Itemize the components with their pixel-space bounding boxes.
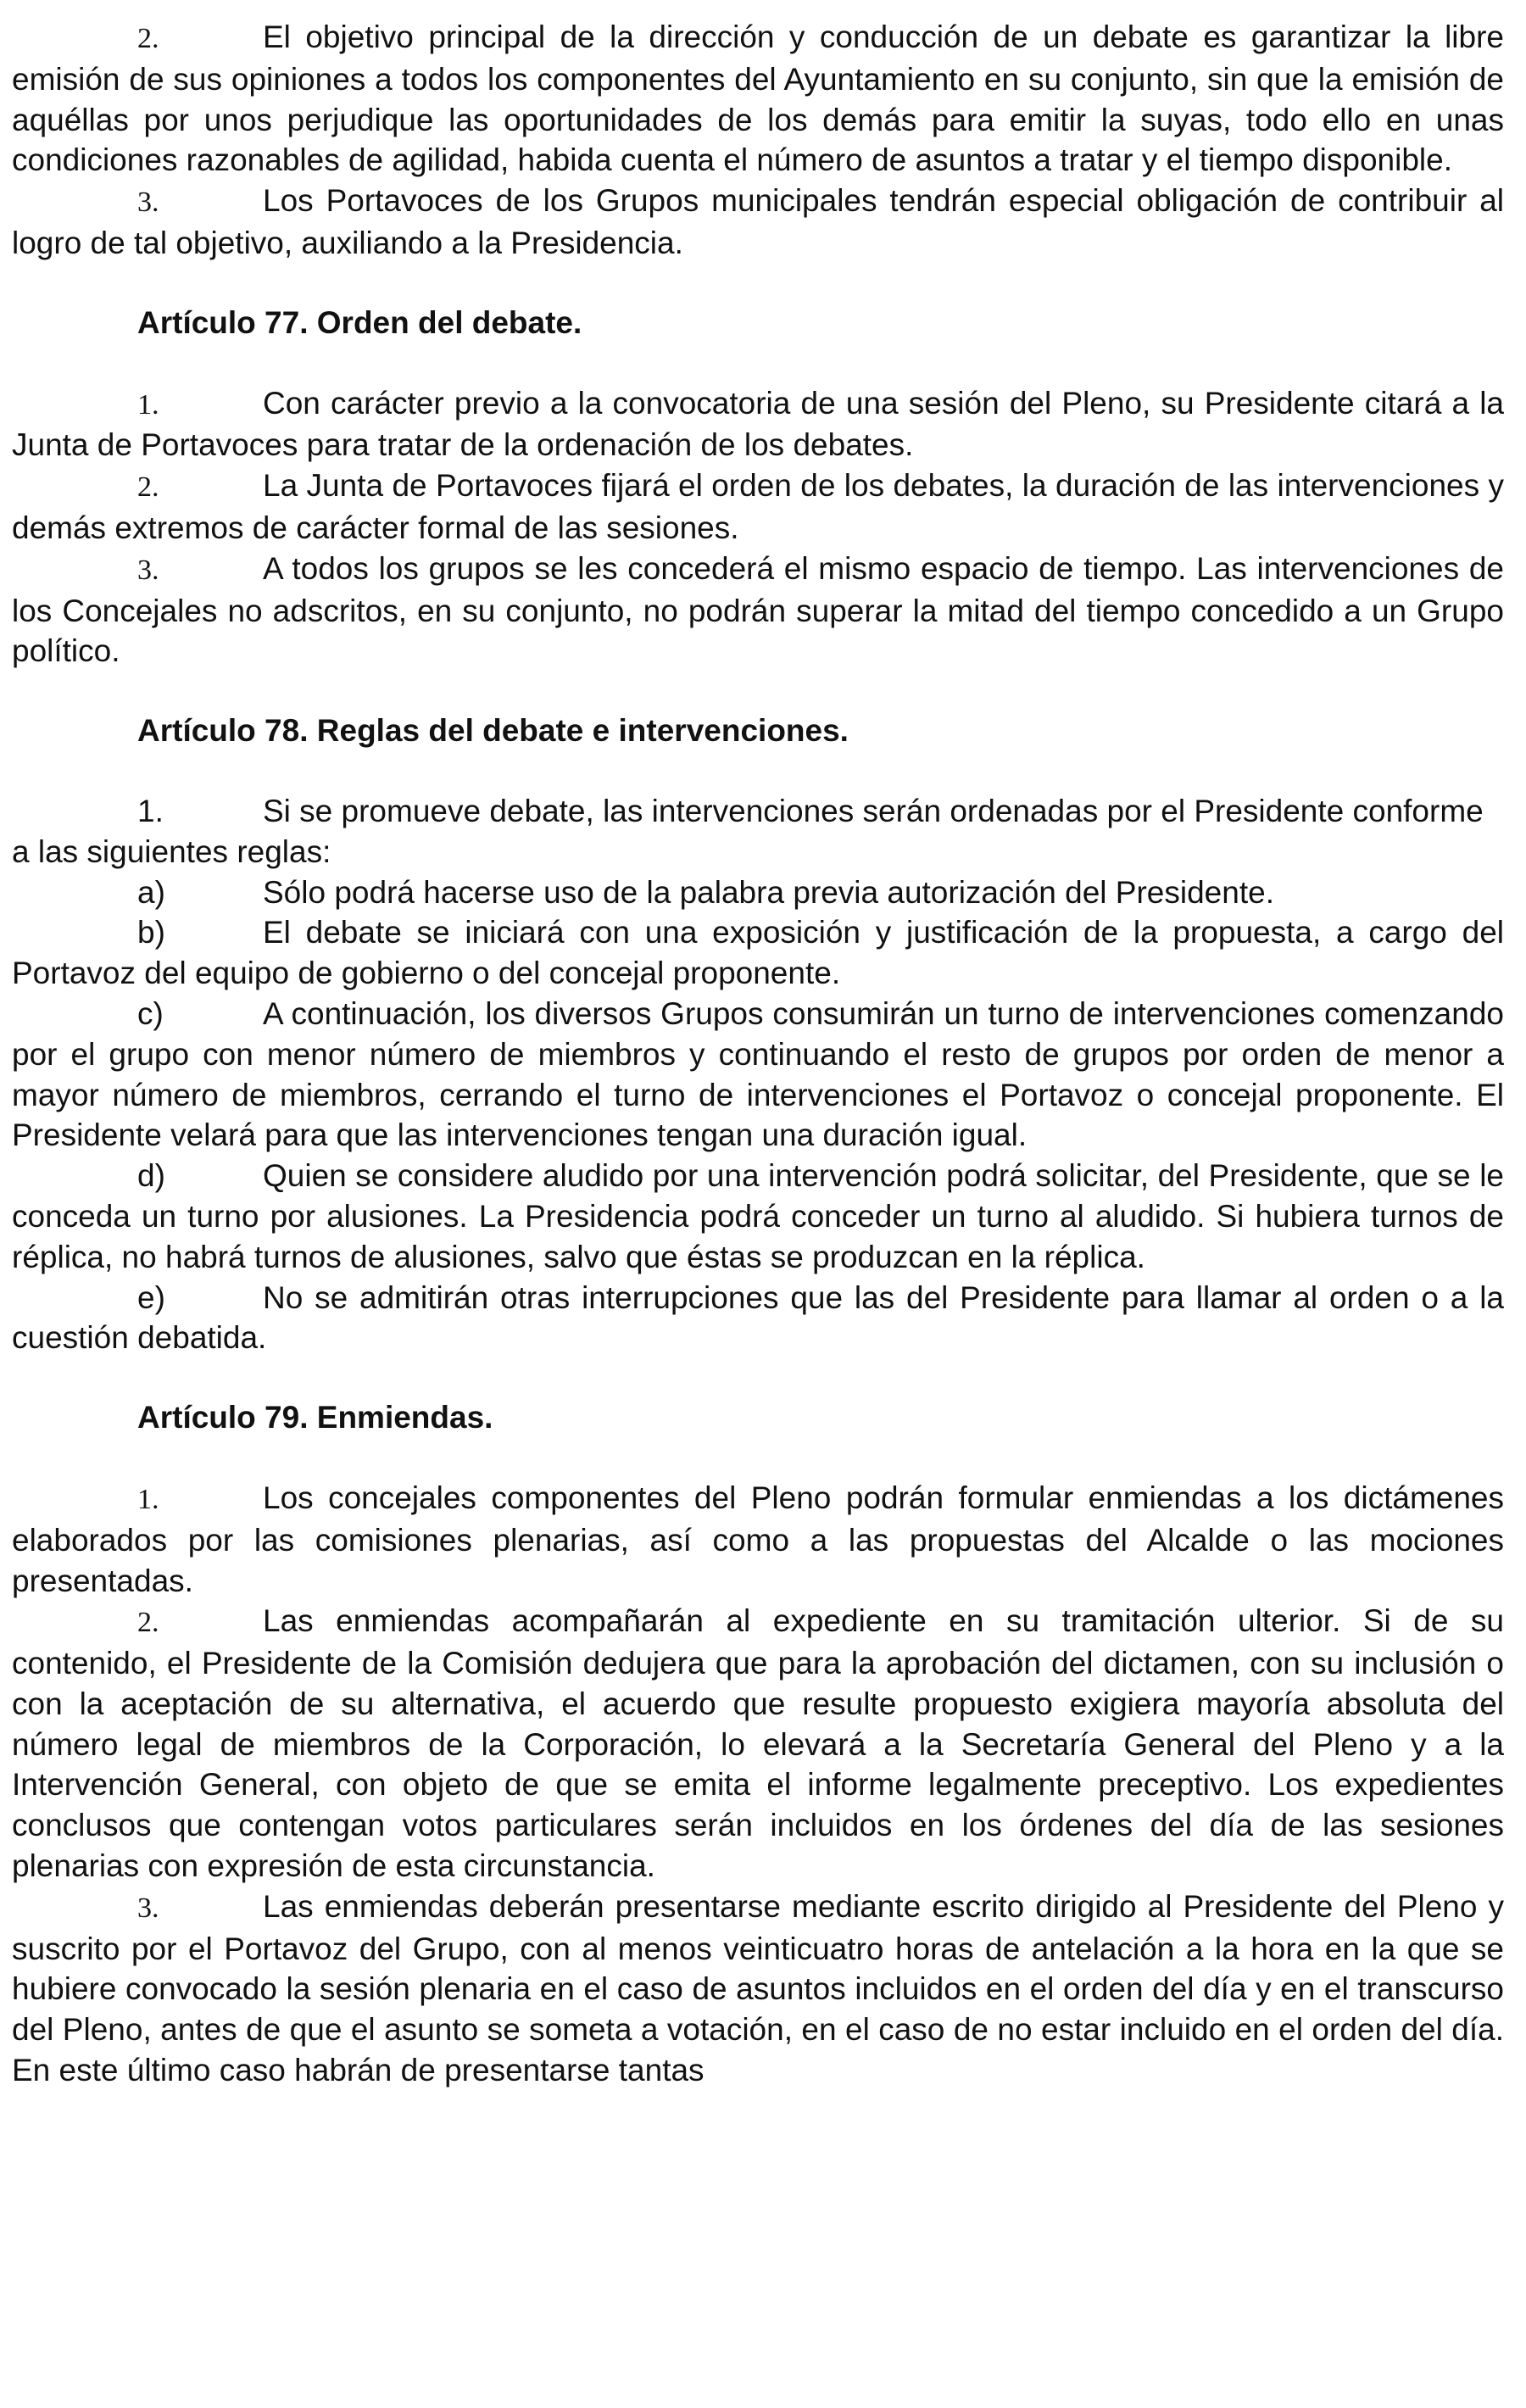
paragraph-text: Si se promueve debate, las intervenciones serán ordenadas por el Presidente conforme a las siguientes reglas: bbox=[12, 793, 1484, 869]
paragraph-number: 1. bbox=[137, 1483, 159, 1515]
paragraph-number: 3. bbox=[137, 187, 159, 219]
paragraph-2 bbox=[12, 1601, 1504, 1887]
document-page bbox=[12, 17, 1504, 2091]
paragraph-number: 1. bbox=[137, 793, 164, 828]
rule-text: El debate se iniciará con una exposición y justificación de la propuesta, a cargo del Portavoz del equipo de gobierno o del concejal proponente. bbox=[12, 915, 1504, 991]
article-77-heading: Artículo 77. Orden del debate. bbox=[137, 304, 582, 340]
paragraph-text: Los concejales componentes del Pleno podrán formular enmiendas a los dictámenes elaborados por las comisiones plenarias, así como a las propuestas del Alcalde o las mociones presentadas. bbox=[12, 1480, 1504, 1598]
paragraph-3 bbox=[12, 181, 1504, 264]
rule-text: Sólo podrá hacerse uso de la palabra previa autorización del Presidente. bbox=[263, 874, 1274, 910]
paragraph-number: 2. bbox=[137, 1607, 159, 1639]
rule-text: A continuación, los diversos Grupos consumirán un turno de intervenciones comenzando por el grupo con menor número de miembros y continuando el resto de grupos por orden de menor a mayor número de miembros, cerrando el turno de intervenciones el Portavoz o concejal proponente. El Presidente velará para que las intervenciones tengan una duración igual. bbox=[12, 995, 1504, 1153]
paragraph-text: El objetivo principal de la dirección y conducción de un debate es garantizar la libre emisión de sus opiniones a todos los componentes del Ayuntamiento en su conjunto, sin que la emisión de aquéllas por unos perjudique las oportunidades de los demás para emitir la suyas, todo ello en unas condiciones razonables de agilidad, habida cuenta el número de asuntos a tratar y el tiempo disponible. bbox=[12, 20, 1504, 178]
paragraph-text: Las enmiendas deberán presentarse mediante escrito dirigido al Presidente del Pleno y suscrito por el Portavoz del Grupo, con al menos veinticuatro horas de antelación a la hora en la que se hubiere convocado la sesión plenaria en el caso de asuntos incluidos en el orden del día y en el transcurso del Pleno, antes de que el asunto se someta a votación, en el caso de no estar incluido en el orden del día. En este último caso habrán de presentarse tantas bbox=[12, 1888, 1504, 2088]
paragraph-number: 3. bbox=[137, 1892, 159, 1924]
paragraph-1 bbox=[12, 1478, 1504, 1601]
rule-letter: c) bbox=[137, 995, 164, 1031]
paragraph-2 bbox=[12, 17, 1504, 181]
paragraph-3 bbox=[12, 549, 1504, 672]
paragraph-number: 2. bbox=[137, 23, 159, 54]
rule-text: Quien se considere aludido por una intervención podrá solicitar, del Presidente, que se le conceda un turno por alusiones. La Presidencia podrá conceder un turno al aludido. Si hubiera turnos de réplica, no habrá turnos de alusiones, salvo que éstas se produzcan en la réplica. bbox=[12, 1158, 1504, 1274]
paragraph-3 bbox=[12, 1887, 1504, 2091]
paragraph-number: 1. bbox=[137, 388, 159, 421]
rule-a bbox=[12, 872, 1504, 913]
paragraph-1 bbox=[12, 383, 1504, 466]
rule-d bbox=[12, 1156, 1504, 1277]
rule-letter: e) bbox=[137, 1279, 165, 1315]
rule-letter: d) bbox=[137, 1158, 165, 1194]
rule-b bbox=[12, 912, 1504, 994]
paragraph-text: Con carácter previo a la convocatoria de una sesión del Pleno, su Presidente citará a la Junta de Portavoces para tratar de la ordenación de los debates. bbox=[12, 385, 1504, 463]
paragraph-text: A todos los grupos se les concederá el mismo espacio de tiempo. Las intervenciones de los Concejales no adscritos, en su conjunto, no podrán superar la mitad del tiempo concedido a un Grupo político. bbox=[12, 550, 1504, 669]
rule-letter: a) bbox=[137, 874, 165, 910]
rule-e bbox=[12, 1278, 1504, 1359]
paragraph-1 bbox=[12, 791, 1504, 872]
rule-c bbox=[12, 994, 1504, 1156]
rule-text: No se admitirán otras interrupciones que las del Presidente para llamar al orden o a la cuestión debatida. bbox=[12, 1279, 1504, 1356]
paragraph-2 bbox=[12, 465, 1504, 549]
article-79-heading: Artículo 79. Enmiendas. bbox=[137, 1400, 493, 1435]
article-78-heading: Artículo 78. Reglas del debate e intervenciones. bbox=[137, 713, 849, 749]
paragraph-number: 3. bbox=[137, 554, 159, 586]
paragraph-text: Las enmiendas acompañarán al expediente en su tramitación ulterior. Si de su contenido, el Presidente de la Comisión dedujera que para la aprobación del dictamen, con su inclusión o con la aceptación de su alternativa, el acuerdo que resulte propuesto exigiera mayoría absoluta del número legal de miembros de la Corporación, lo elevará a la Secretaría General del Pleno y a la Intervención General, con objeto de que se emita el informe legalmente preceptivo. Los expedientes conclusos que contengan votos particulares serán incluidos en los órdenes del día de las sesiones plenarias con expresión de esta circunstancia. bbox=[12, 1603, 1504, 1884]
paragraph-text: Los Portavoces de los Grupos municipales tendrán especial obligación de contribuir al logro de tal objetivo, auxiliando a la Presidencia. bbox=[12, 183, 1504, 260]
rule-letter: b) bbox=[137, 915, 165, 950]
paragraph-text: La Junta de Portavoces fijará el orden de los debates, la duración de las intervenciones y demás extremos de carácter formal de las sesiones. bbox=[12, 468, 1504, 545]
paragraph-number: 2. bbox=[137, 471, 159, 504]
